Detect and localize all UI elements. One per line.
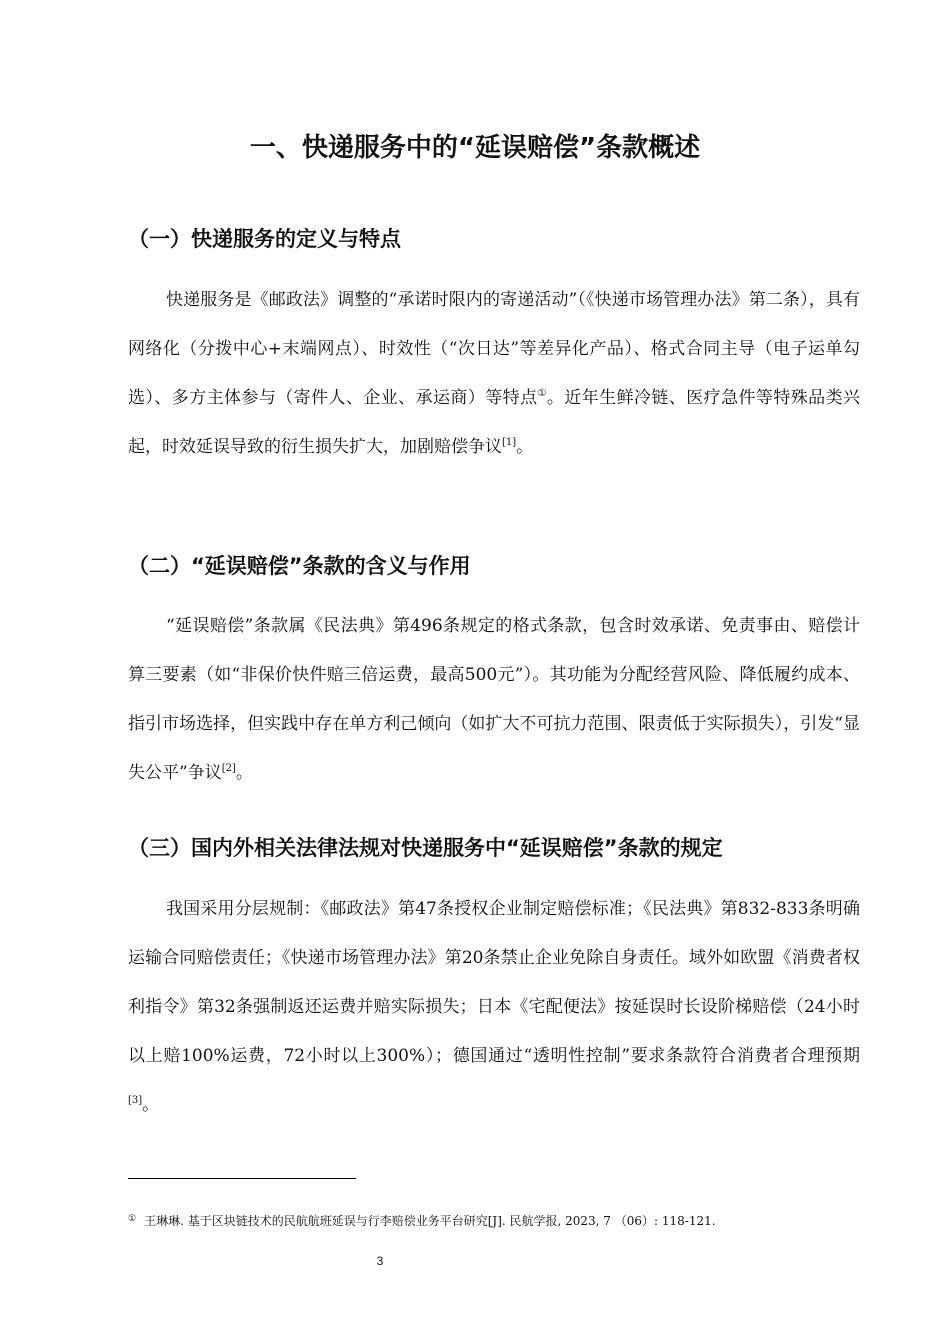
body-text: 快递服务是《邮政法》调整的“承诺时限内的寄递活动”（《快递市场管理办法》第二条），具有网络化（分拨中心+末端网点）、时效性（“次日达”等差异化产品）、格式合同主导（电子运单勾选）、多方主体参与（寄件人、企业、承运商）等特点 [128,290,860,408]
section-heading-3: （三）国内外相关法律法规对快递服务中“延误赔偿”条款的规定 [128,836,723,860]
citation-ref[interactable]: [2] [221,763,236,774]
footnote-divider [128,1178,356,1179]
section-body-3 [128,885,860,1130]
body-text: 我国采用分层规制：《邮政法》第47条授权企业制定赔偿标准；《民法典》第832-833条明确运输合同赔偿责任；《快递市场管理办法》第20条禁止企业免除自身责任。域外如欧盟《消费者权利指令》第32条强制返还运费并赔实际损失；日本《宅配便法》按延误时长设阶梯赔偿（24小时以上赔100%运费，72小时以上300%）；德国通过“透明性控制”要求条款符合消费者合理预期 [128,899,860,1066]
body-text: 。近年生鲜冷链、医疗急件等特殊品类兴起，时效延误导致的衍生损失扩大，加剧赔偿争议 [128,388,861,457]
citation-ref[interactable]: [1] [502,437,517,448]
body-text: 。 [142,1095,160,1115]
footnote-mark: ① [128,1214,137,1224]
footnote-text: 王琳琳. 基于区块链技术的民航航班延误与行李赔偿业务平台研究[J]. 民航学报, 2023, 7 （06）: 118-121. [144,1214,716,1228]
footnote [128,1210,868,1230]
body-text: 。 [235,763,253,783]
section-body-2 [128,602,860,798]
section-heading-1: （一）快递服务的定义与特点 [128,227,401,251]
page-number: 3 [376,1254,384,1268]
body-text: 。 [516,437,534,457]
section-heading-2: （二）“延误赔偿”条款的含义与作用 [128,554,471,578]
page-title: 一、快递服务中的“延误赔偿”条款概述 [249,133,701,163]
footnote-mark[interactable]: ① [537,388,547,399]
section-body-1 [128,276,860,472]
citation-ref[interactable]: [3] [128,1095,143,1106]
body-text: “延误赔偿”条款属《民法典》第496条规定的格式条款，包含时效承诺、免责事由、赔偿计算三要素（如“非保价快件赔三倍运费，最高500元”）。其功能为分配经营风险、降低履约成本、指引市场选择，但实践中存在单方利己倾向（如扩大不可抗力范围、限责低于实际损失），引发“显失公平”争议 [128,616,860,783]
